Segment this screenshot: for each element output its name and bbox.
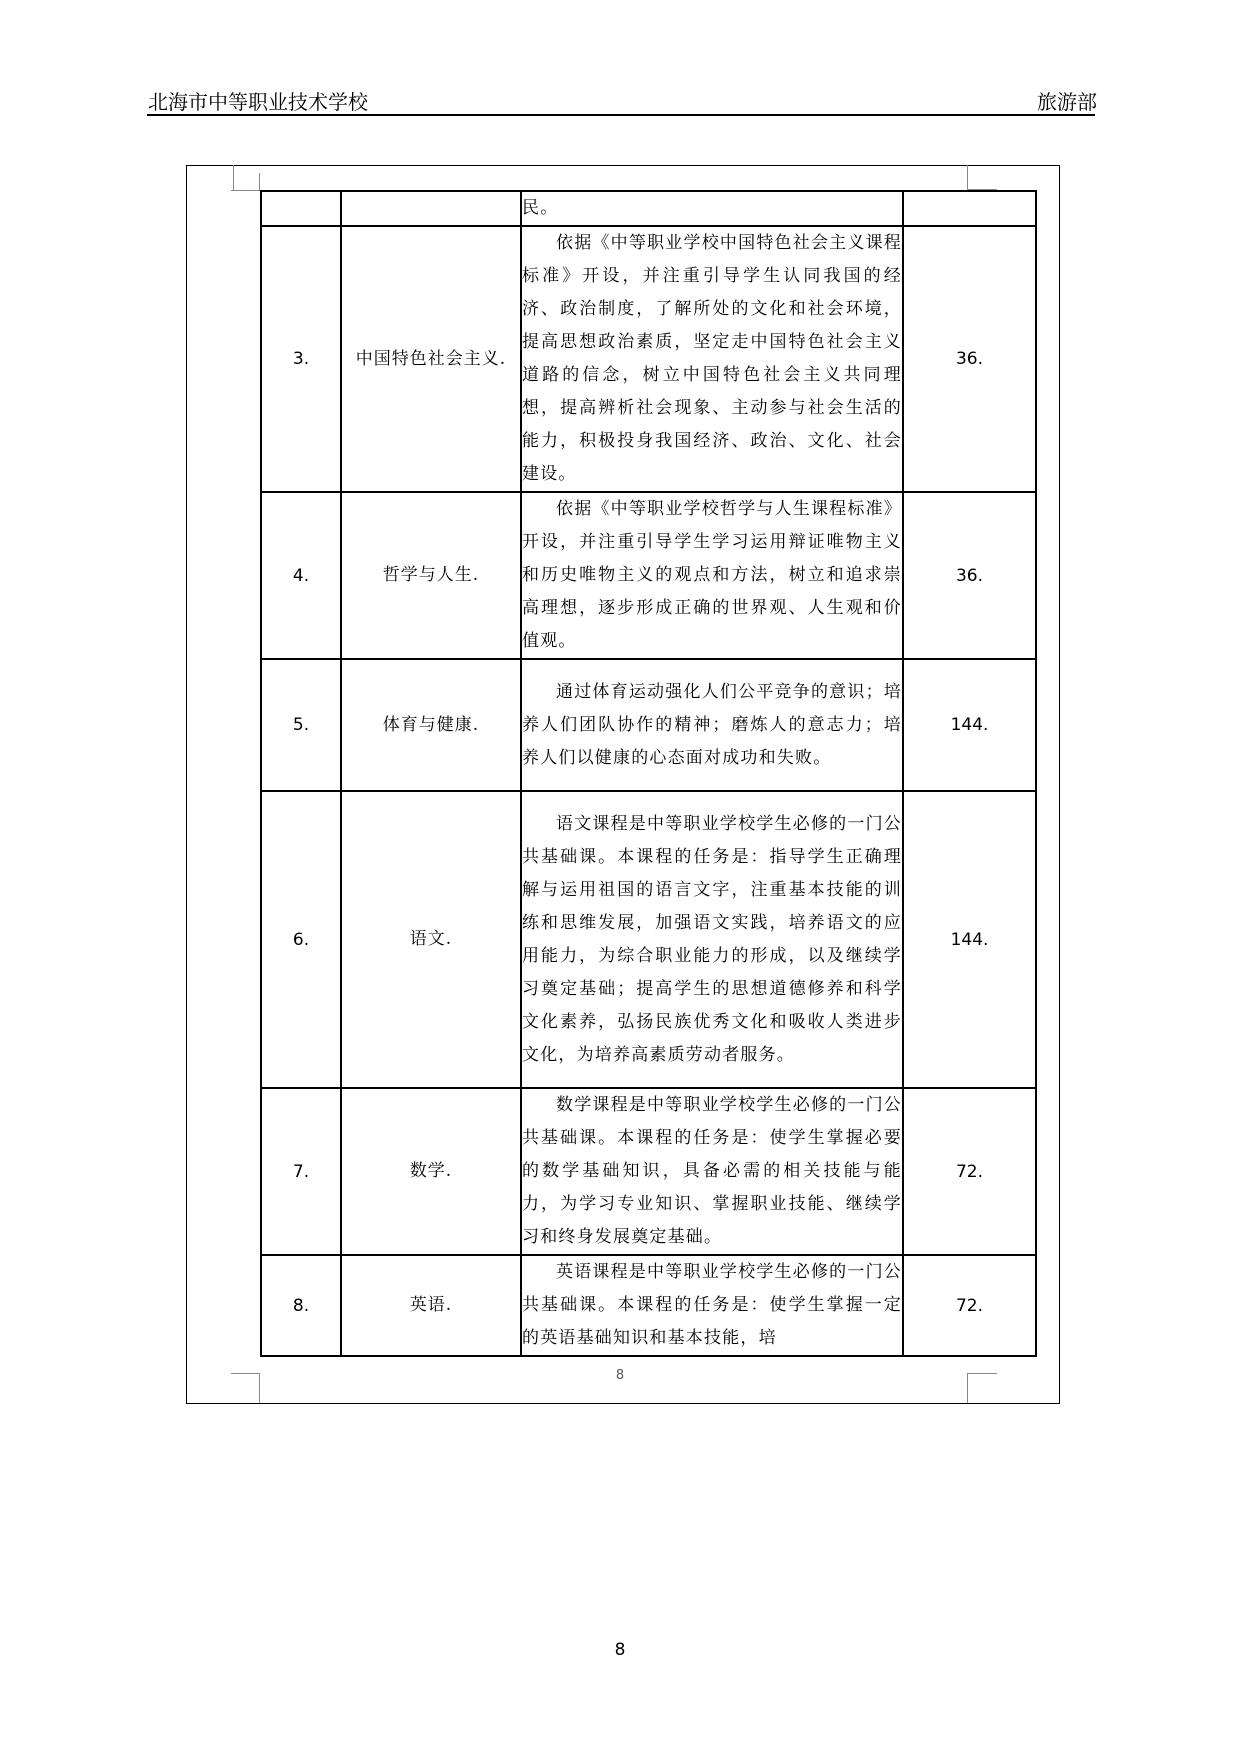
course-table — [260, 190, 1037, 1357]
course-description-text: 依据《中等职业学校中国特色社会主义课程标准》开设，并注重引导学生认同我国的经济、政治制度，了解所处的文化和社会环境，提高思想政治素质，坚定走中国特色社会主义道路的信念，树立中国特色社会主义共同理想，提高辨析社会现象、主动参与社会生活的能力，积极投身我国经济、政治、文化、社会建设。 — [522, 233, 902, 484]
course-name: 体育与健康. — [341, 659, 521, 791]
page-number: 8 — [614, 1640, 626, 1660]
crop-mark-top-right — [967, 165, 968, 191]
course-number: 3. — [261, 226, 341, 492]
table-row — [261, 791, 1036, 1088]
course-name: 语文. — [341, 791, 521, 1088]
course-hours: 144. — [903, 791, 1036, 1088]
table-row — [261, 226, 1036, 492]
course-name — [341, 191, 521, 226]
course-description-text: 数学课程是中等职业学校学生必修的一门公共基础课。本课程的任务是：使学生掌握必要的数学基础知识，具备必需的相关技能与能力，为学习专业知识、掌握职业技能、继续学习和终身发展奠定基础。 — [522, 1095, 902, 1247]
course-hours — [903, 191, 1036, 226]
course-number — [261, 191, 341, 226]
course-hours: 36. — [903, 492, 1036, 659]
course-number: 6. — [261, 791, 341, 1088]
crop-mark-top-left — [231, 173, 260, 191]
table-row — [261, 1088, 1036, 1255]
course-name: 英语. — [341, 1255, 521, 1356]
course-description — [521, 791, 903, 1088]
table-row — [261, 191, 1036, 226]
course-description — [521, 191, 903, 226]
course-hours: 72. — [903, 1088, 1036, 1255]
table-row — [261, 659, 1036, 791]
crop-mark-top-left-vertical — [233, 165, 234, 190]
course-name: 中国特色社会主义. — [341, 226, 521, 492]
header-school-name: 北海市中等职业技术学校 — [148, 90, 368, 114]
course-number: 8. — [261, 1255, 341, 1356]
course-hours: 144. — [903, 659, 1036, 791]
course-description — [521, 226, 903, 492]
course-name: 哲学与人生. — [341, 492, 521, 659]
course-description-text: 依据《中等职业学校哲学与人生课程标准》开设，并注重引导学生学习运用辩证唯物主义和历史唯物主义的观点和方法，树立和追求崇高理想，逐步形成正确的世界观、人生观和价值观。 — [522, 499, 902, 651]
course-number: 7. — [261, 1088, 341, 1255]
course-number: 4. — [261, 492, 341, 659]
course-name: 数学. — [341, 1088, 521, 1255]
course-description-text: 通过体育运动强化人们公平竞争的意识；培养人们团队协作的精神；磨炼人的意志力；培养人们以健康的心态面对成功和失败。 — [522, 681, 902, 768]
course-description — [521, 1255, 903, 1356]
course-description — [521, 1088, 903, 1255]
course-description — [521, 492, 903, 659]
course-description — [521, 659, 903, 791]
course-number: 5. — [261, 659, 341, 791]
header-rule — [147, 114, 1095, 116]
embedded-page-number: 8 — [615, 1368, 625, 1383]
course-description-text: 语文课程是中等职业学校学生必修的一门公共基础课。本课程的任务是：指导学生正确理解与运用祖国的语言文字，注重基本技能的训练和思维发展，加强语文实践，培养语文的应用能力，为综合职业能力的形成，以及继续学习奠定基础；提高学生的思想道德修养和科学文化素养，弘扬民族优秀文化和吸收人类进步文化，为培养高素质劳动者服务。 — [522, 813, 902, 1065]
header-department: 旅游部 — [1037, 90, 1097, 114]
table-row — [261, 1255, 1036, 1356]
course-description-text: 英语课程是中等职业学校学生必修的一门公共基础课。本课程的任务是：使学生掌握一定的英语基础知识和基本技能，培 — [522, 1262, 902, 1348]
course-hours: 72. — [903, 1255, 1036, 1356]
table-row — [261, 492, 1036, 659]
course-description-text: 民。 — [522, 198, 559, 218]
course-hours: 36. — [903, 226, 1036, 492]
